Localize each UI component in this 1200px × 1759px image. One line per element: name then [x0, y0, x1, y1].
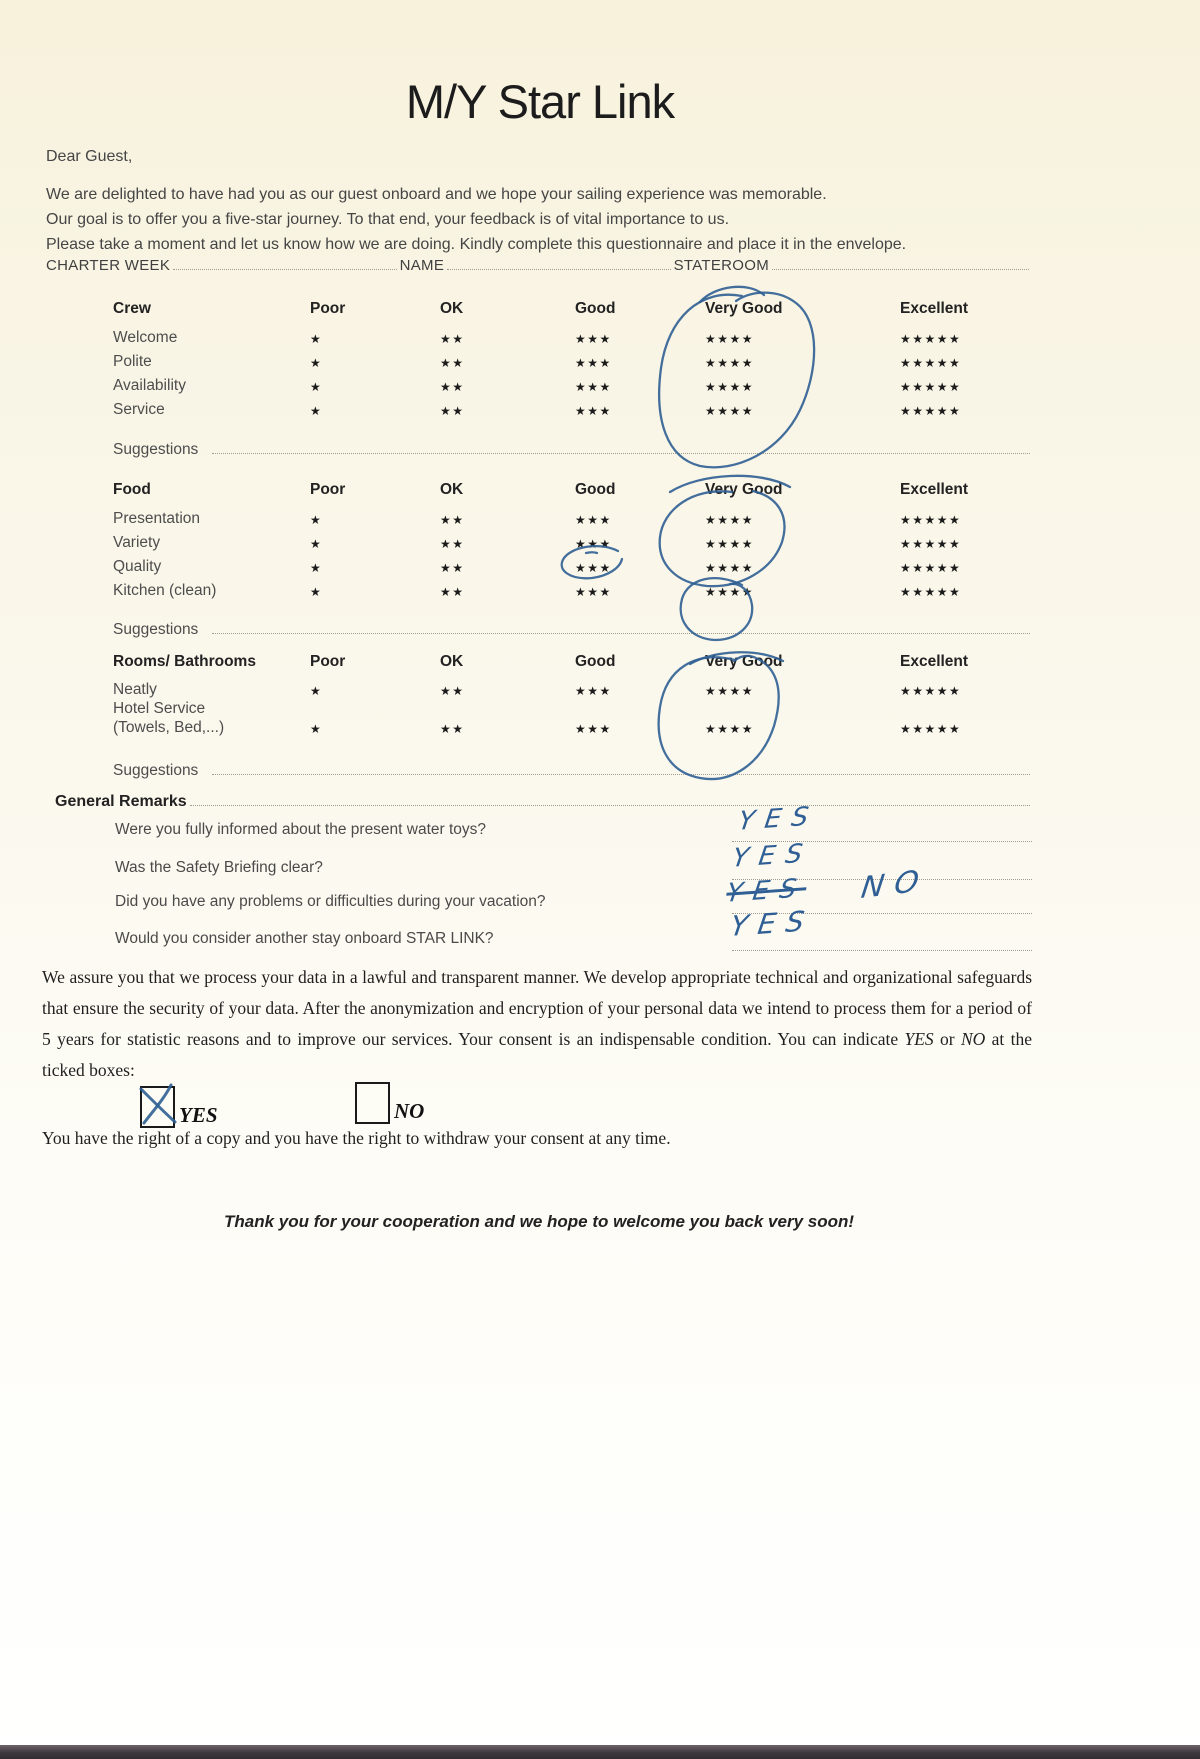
col-excellent: Excellent: [900, 481, 969, 498]
star-rating-3: ★★★: [575, 404, 612, 418]
star-rating-2: ★★: [440, 332, 465, 346]
row-label-welcome: Welcome: [113, 329, 178, 346]
handwritten-answer-3-struck: YES: [724, 873, 809, 909]
star-rating-2: ★★: [440, 380, 465, 394]
crew-section-title: Crew: [113, 300, 151, 317]
col-good: Good: [575, 481, 616, 498]
star-rating-2: ★★: [440, 356, 465, 370]
food-section-title: Food: [113, 481, 151, 498]
star-rating-2: ★★: [440, 537, 465, 551]
question-text: Would you consider another stay onboard STAR LINK?: [115, 930, 494, 947]
name-entry-line: [447, 256, 670, 270]
charter-week-entry-line: [173, 256, 396, 270]
header-fields-row: [46, 256, 1032, 274]
star-rating-2: ★★: [440, 404, 465, 418]
star-rating-3: ★★★: [575, 684, 612, 698]
star-rating-5: ★★★★★: [900, 722, 962, 736]
star-rating-3: ★★★: [575, 585, 612, 599]
handwritten-answer-1: YES: [736, 801, 821, 837]
handwritten-answer-4: YES: [728, 904, 817, 943]
star-rating-5: ★★★★★: [900, 684, 962, 698]
page-title: M/Y Star Link: [405, 75, 675, 128]
question-text: Were you fully informed about the present water toys?: [115, 821, 487, 838]
star-rating-4: ★★★★: [705, 537, 755, 551]
suggestions-entry-line: [212, 761, 1030, 775]
star-rating-1: ★: [310, 561, 323, 575]
name-label: NAME: [399, 257, 445, 274]
no-checkbox-item: [355, 1082, 424, 1124]
star-rating-1: ★: [310, 404, 323, 418]
star-rating-1: ★: [310, 513, 323, 527]
col-ok: OK: [440, 653, 464, 670]
col-excellent: Excellent: [900, 653, 969, 670]
food-rating-table: [113, 481, 1012, 606]
star-rating-2: ★★: [440, 561, 465, 575]
footer-thank-you: Thank you for your cooperation and we hope to welcome you back very soon!: [223, 1212, 855, 1231]
star-rating-2: ★★: [440, 722, 465, 736]
row-label-neatly: Neatly: [113, 681, 157, 698]
col-very-good: Very Good: [705, 653, 783, 670]
row-label-towels-bed: (Towels, Bed,...): [113, 719, 225, 736]
handwritten-answer-2: YES: [730, 838, 815, 874]
star-rating-4: ★★★★: [705, 332, 755, 346]
charter-week-label: CHARTER WEEK: [46, 257, 171, 274]
row-label-hotel-service: Hotel Service: [113, 700, 206, 717]
col-ok: OK: [440, 481, 464, 498]
col-poor: Poor: [310, 300, 346, 317]
question-row: [115, 927, 1032, 951]
question-row: [115, 856, 1032, 880]
star-rating-5: ★★★★★: [900, 380, 962, 394]
question-text: Did you have any problems or difficulties during your vacation?: [115, 893, 546, 910]
star-rating-3: ★★★: [575, 722, 612, 736]
star-rating-1: ★: [310, 684, 323, 698]
stateroom-label: STATEROOM: [673, 257, 770, 274]
row-label-polite: Polite: [113, 353, 152, 370]
yes-checkbox-item: [140, 1086, 218, 1128]
intro-line: Our goal is to offer you a five-star journey. To that end, your feedback is of vital importance to us.: [46, 211, 730, 228]
yes-checkbox: [140, 1086, 175, 1128]
star-rating-2: ★★: [440, 513, 465, 527]
star-rating-3: ★★★: [575, 332, 612, 346]
star-rating-1: ★: [310, 722, 323, 736]
general-remarks-row: [55, 792, 1033, 811]
question-text: Was the Safety Briefing clear?: [115, 859, 323, 876]
star-rating-1: ★: [310, 537, 323, 551]
star-rating-5: ★★★★★: [900, 585, 962, 599]
star-rating-3: ★★★: [575, 561, 612, 575]
star-rating-5: ★★★★★: [900, 513, 962, 527]
suggestions-label: Suggestions: [113, 762, 199, 779]
suggestions-label: Suggestions: [113, 441, 199, 458]
table-edge-strip: [0, 1745, 1200, 1759]
star-rating-4: ★★★★: [705, 404, 755, 418]
star-rating-4: ★★★★: [705, 356, 755, 370]
consent-text: at the ticked boxes:: [42, 1029, 1032, 1080]
intro-line: We are delighted to have had you as our guest onboard and we hope your sailing experience was memorable.: [46, 186, 827, 203]
consent-paragraph: [42, 962, 1032, 1086]
crew-rating-table: [113, 300, 1012, 425]
star-rating-4: ★★★★: [705, 585, 755, 599]
handwritten-answer-3: NO: [859, 863, 932, 906]
rooms-section-title: Rooms/ Bathrooms: [113, 653, 256, 670]
star-rating-4: ★★★★: [705, 561, 755, 575]
star-rating-1: ★: [310, 380, 323, 394]
star-rating-5: ★★★★★: [900, 356, 962, 370]
crew-suggestions-row: [113, 440, 1033, 459]
row-label-kitchen: Kitchen (clean): [113, 582, 217, 599]
star-rating-3: ★★★: [575, 513, 612, 527]
row-label-variety: Variety: [113, 534, 161, 551]
suggestions-label: Suggestions: [113, 621, 199, 638]
rooms-suggestions-row: [113, 761, 1033, 780]
col-poor: Poor: [310, 481, 346, 498]
star-rating-4: ★★★★: [705, 722, 755, 736]
star-rating-5: ★★★★★: [900, 332, 962, 346]
stateroom-entry-line: [772, 256, 1029, 270]
answer-line: [732, 889, 1032, 914]
no-checkbox: [355, 1082, 390, 1124]
star-rating-4: ★★★★: [705, 684, 755, 698]
star-rating-4: ★★★★: [705, 513, 755, 527]
no-checkbox-label: NO: [394, 1099, 425, 1123]
consent-text: We assure you that we process your data in a lawful and transparent manner. We develop appropriate technical and organizational safeguards that ensure the security of your data. After the anonymization and encryption of your personal data we intend to process them for a period of 5 years for statistic reasons and to improve our services. Your consent is an indispensable condition. You can indicate: [42, 967, 1032, 1049]
suggestions-entry-line: [212, 620, 1030, 634]
col-poor: Poor: [310, 653, 346, 670]
row-label-service: Service: [113, 401, 165, 418]
consent-no-word: NO: [960, 1029, 986, 1049]
general-remarks-entry-line: [190, 792, 1030, 806]
consent-yes-word: YES: [904, 1029, 934, 1049]
star-rating-4: ★★★★: [705, 380, 755, 394]
star-rating-5: ★★★★★: [900, 561, 962, 575]
answer-line: [732, 855, 1032, 880]
consent-checkboxes: [0, 1082, 1200, 1132]
star-rating-1: ★: [310, 585, 323, 599]
suggestions-entry-line: [212, 440, 1030, 454]
row-label-availability: Availability: [113, 377, 186, 394]
food-suggestions-row: [113, 620, 1033, 639]
star-rating-2: ★★: [440, 585, 465, 599]
general-remarks-label: General Remarks: [55, 793, 187, 810]
consent-or-word: or: [940, 1029, 955, 1049]
answer-line: [732, 926, 1032, 951]
intro-line: Please take a moment and let us know how we are doing. Kindly complete this questionnaire and place it in the envelope.: [46, 236, 907, 253]
row-label-quality: Quality: [113, 558, 162, 575]
greeting: Dear Guest,: [46, 148, 133, 165]
question-row: [115, 890, 1032, 914]
intro-paragraph: [46, 182, 966, 257]
col-very-good: Very Good: [705, 300, 783, 317]
star-rating-5: ★★★★★: [900, 537, 962, 551]
star-rating-3: ★★★: [575, 537, 612, 551]
col-good: Good: [575, 653, 616, 670]
col-very-good: Very Good: [705, 481, 783, 498]
col-good: Good: [575, 300, 616, 317]
answer-line: [732, 817, 1032, 842]
rights-text: You have the right of a copy and you have the right to withdraw your consent at any time.: [42, 1128, 671, 1148]
yes-checkbox-label: YES: [179, 1103, 218, 1127]
star-rating-2: ★★: [440, 684, 465, 698]
rooms-rating-table: [113, 653, 1012, 743]
star-rating-3: ★★★: [575, 380, 612, 394]
star-rating-1: ★: [310, 356, 323, 370]
question-row: [115, 818, 1032, 842]
col-ok: OK: [440, 300, 464, 317]
row-label-presentation: Presentation: [113, 510, 201, 527]
star-rating-1: ★: [310, 332, 323, 346]
col-excellent: Excellent: [900, 300, 969, 317]
star-rating-5: ★★★★★: [900, 404, 962, 418]
star-rating-3: ★★★: [575, 356, 612, 370]
